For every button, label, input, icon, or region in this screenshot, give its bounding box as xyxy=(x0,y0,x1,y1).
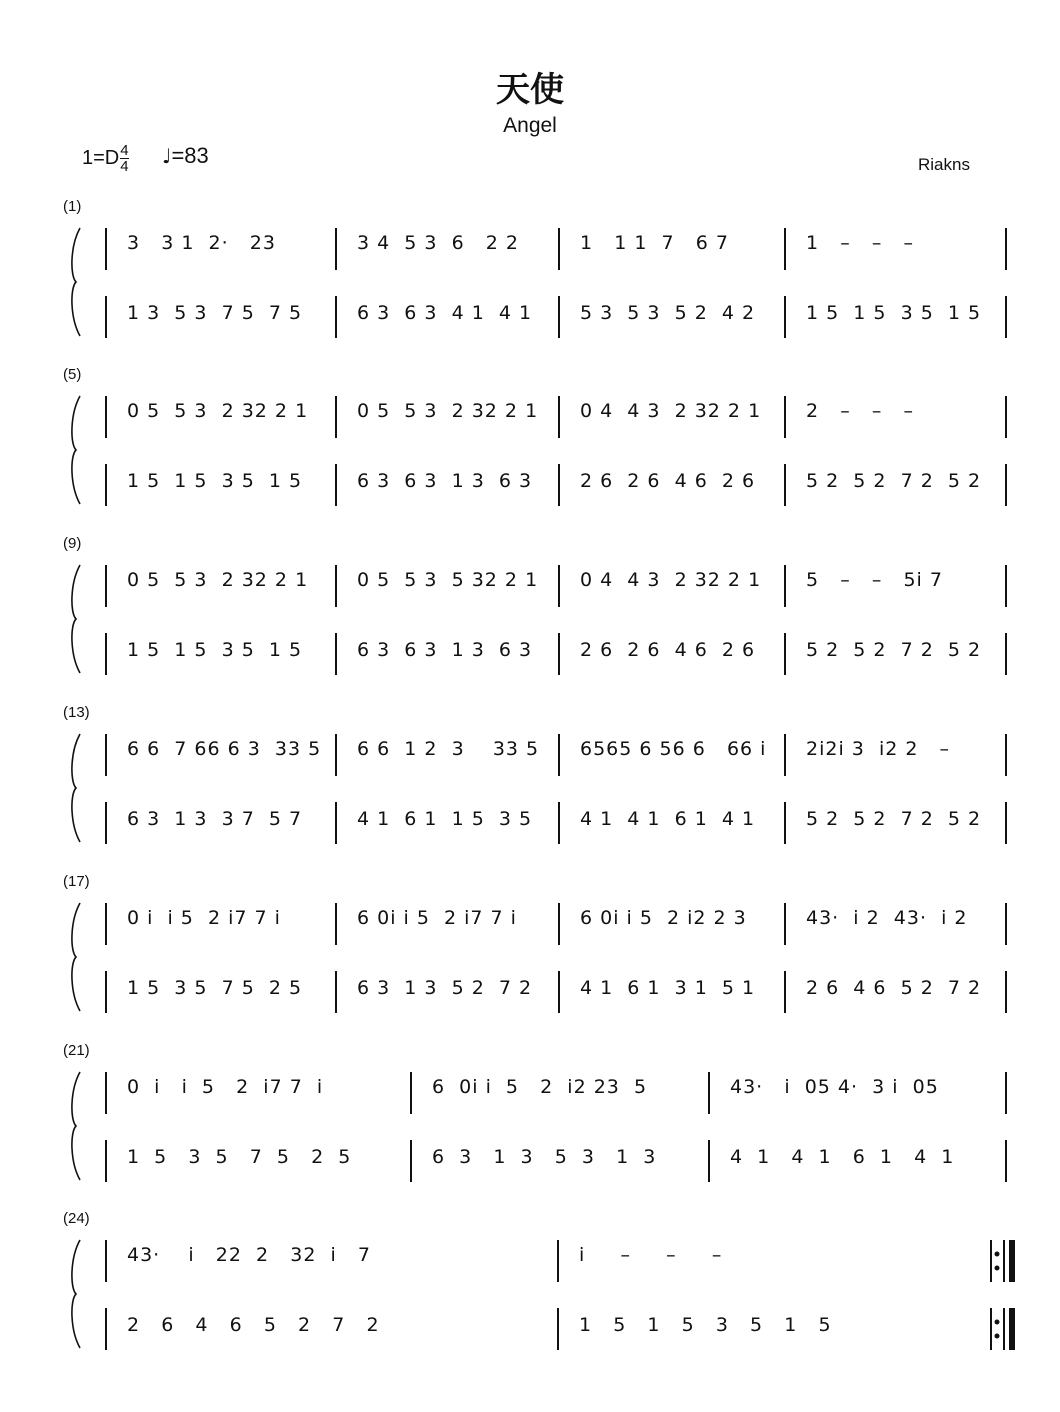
score-system xyxy=(0,873,1060,1043)
bass-measure: 1 5 3 5 7 5 2 5 xyxy=(127,977,303,999)
bass-measure: 1 5 3 5 7 5 2 5 xyxy=(127,1146,352,1168)
score-system xyxy=(0,198,1060,368)
barline xyxy=(335,565,337,607)
barline xyxy=(105,228,107,270)
time-signature xyxy=(120,143,128,174)
melody-measure: 2i2i 3 i2 2 – xyxy=(806,738,951,760)
barline xyxy=(1005,396,1007,438)
barline xyxy=(558,396,560,438)
composer: Riakns xyxy=(918,155,970,174)
measure-number: (21) xyxy=(63,1042,90,1059)
barline xyxy=(784,633,786,675)
barline xyxy=(558,565,560,607)
bass-measure: 6 3 1 3 5 3 1 3 xyxy=(432,1146,657,1168)
bass-measure: 2 6 4 6 5 2 7 2 xyxy=(127,1314,380,1336)
repeat-end-icon xyxy=(992,1306,1018,1352)
grand-staff-brace-icon xyxy=(68,901,84,1013)
barline xyxy=(558,633,560,675)
barline xyxy=(105,802,107,844)
bass-measure: 4 1 4 1 6 1 4 1 xyxy=(580,808,756,830)
melody-measure: 43· i 05 4· 3 i 05 xyxy=(730,1076,939,1098)
barline xyxy=(105,633,107,675)
barline xyxy=(410,1140,412,1182)
melody-measure: 0 5 5 3 2 32 2 1 xyxy=(127,569,309,591)
bass-measure: 5 2 5 2 7 2 5 2 xyxy=(806,470,982,492)
song-subtitle: Angel xyxy=(503,114,557,137)
melody-measure: i – – – xyxy=(579,1244,723,1266)
barline xyxy=(558,903,560,945)
melody-measure: 6 6 7 66 6 3 33 5 xyxy=(127,738,322,760)
melody-measure: 6 0i i 5 2 i2 23 5 xyxy=(432,1076,648,1098)
grand-staff-brace-icon xyxy=(68,563,84,675)
melody-measure: 0 4 4 3 2 32 2 1 xyxy=(580,400,762,422)
barline xyxy=(784,296,786,338)
grand-staff-brace-icon xyxy=(68,394,84,506)
barline xyxy=(557,1240,559,1282)
bass-measure: 6 3 6 3 1 3 6 3 xyxy=(357,470,533,492)
barline xyxy=(558,734,560,776)
time-bottom: 4 xyxy=(120,158,129,175)
barline xyxy=(1005,1140,1007,1182)
barline xyxy=(1005,903,1007,945)
barline xyxy=(105,396,107,438)
melody-measure: 43· i 2 43· i 2 xyxy=(806,907,968,929)
quarter-note-icon: ♩ xyxy=(162,144,172,168)
barline xyxy=(1005,802,1007,844)
barline xyxy=(784,734,786,776)
barline xyxy=(105,1308,107,1350)
barline xyxy=(335,734,337,776)
melody-measure: 0 5 5 3 2 32 2 1 xyxy=(357,400,539,422)
bass-measure: 1 5 1 5 3 5 1 5 xyxy=(127,639,303,661)
barline xyxy=(784,228,786,270)
song-title: 天使 xyxy=(496,70,564,110)
bass-measure: 5 2 5 2 7 2 5 2 xyxy=(806,639,982,661)
bass-measure: 5 3 5 3 5 2 4 2 xyxy=(580,302,756,324)
score-system xyxy=(0,704,1060,874)
bass-measure: 1 3 5 3 7 5 7 5 xyxy=(127,302,303,324)
barline xyxy=(335,633,337,675)
melody-measure: 43· i 22 2 32 i 7 xyxy=(127,1244,371,1266)
bass-measure: 6 3 1 3 3 7 5 7 xyxy=(127,808,303,830)
barline xyxy=(105,971,107,1013)
grand-staff-brace-icon xyxy=(68,1238,84,1350)
melody-measure: 0 i i 5 2 i7 7 i xyxy=(127,907,281,929)
time-top: 4 xyxy=(120,142,129,159)
score-system xyxy=(0,535,1060,705)
melody-measure: 0 i i 5 2 i7 7 i xyxy=(127,1076,324,1098)
measure-number: (17) xyxy=(63,873,90,890)
barline xyxy=(558,296,560,338)
barline xyxy=(1005,971,1007,1013)
barline xyxy=(558,802,560,844)
grand-staff-brace-icon xyxy=(68,732,84,844)
barline xyxy=(784,565,786,607)
barline xyxy=(558,228,560,270)
barline xyxy=(1005,633,1007,675)
melody-measure: 2 – – – xyxy=(806,400,914,422)
barline xyxy=(1005,1072,1007,1114)
barline xyxy=(335,464,337,506)
measure-number: (24) xyxy=(63,1210,90,1227)
melody-measure: 0 5 5 3 2 32 2 1 xyxy=(127,400,309,422)
barline xyxy=(784,464,786,506)
barline xyxy=(105,903,107,945)
barline xyxy=(335,903,337,945)
barline xyxy=(784,802,786,844)
measure-number: (5) xyxy=(63,366,82,383)
tempo-marking xyxy=(162,143,209,169)
barline xyxy=(105,565,107,607)
measure-number: (1) xyxy=(63,198,82,215)
tempo-value: =83 xyxy=(171,143,209,168)
bass-measure: 2 6 2 6 4 6 2 6 xyxy=(580,639,756,661)
barline xyxy=(335,396,337,438)
barline xyxy=(708,1072,710,1114)
barline xyxy=(784,396,786,438)
melody-measure: 3 3 1 2· 23 xyxy=(127,232,276,254)
bass-measure: 6 3 1 3 5 2 7 2 xyxy=(357,977,533,999)
bass-measure: 6 3 6 3 4 1 4 1 xyxy=(357,302,533,324)
repeat-end-icon xyxy=(992,1238,1018,1284)
barline xyxy=(410,1072,412,1114)
barline xyxy=(708,1140,710,1182)
barline xyxy=(105,734,107,776)
melody-measure: 1 1 1 7 6 7 xyxy=(580,232,729,254)
barline xyxy=(105,464,107,506)
melody-measure: 6565 6 56 6 66 i xyxy=(580,738,767,760)
barline xyxy=(105,1240,107,1282)
melody-measure: 6 0i i 5 2 i2 2 3 xyxy=(580,907,747,929)
barline xyxy=(1005,464,1007,506)
measure-number: (13) xyxy=(63,704,90,721)
bass-measure: 1 5 1 5 3 5 1 5 xyxy=(579,1314,832,1336)
barline xyxy=(335,802,337,844)
melody-measure: 1 – – – xyxy=(806,232,914,254)
barline xyxy=(1005,228,1007,270)
measure-number: (9) xyxy=(63,535,82,552)
bass-measure: 6 3 6 3 1 3 6 3 xyxy=(357,639,533,661)
barline xyxy=(105,1140,107,1182)
bass-measure: 5 2 5 2 7 2 5 2 xyxy=(806,808,982,830)
barline xyxy=(1005,565,1007,607)
barline xyxy=(558,464,560,506)
barline xyxy=(335,228,337,270)
melody-measure: 6 6 1 2 3 33 5 xyxy=(357,738,540,760)
melody-measure: 6 0i i 5 2 i7 7 i xyxy=(357,907,517,929)
key-signature xyxy=(82,143,129,174)
score-system xyxy=(0,1042,1060,1212)
bass-measure: 4 1 6 1 3 1 5 1 xyxy=(580,977,756,999)
barline xyxy=(335,296,337,338)
score-system xyxy=(0,1210,1060,1380)
bass-measure: 1 5 1 5 3 5 1 5 xyxy=(127,470,303,492)
bass-measure: 1 5 1 5 3 5 1 5 xyxy=(806,302,982,324)
bass-measure: 2 6 4 6 5 2 7 2 xyxy=(806,977,982,999)
bass-measure: 4 1 4 1 6 1 4 1 xyxy=(730,1146,955,1168)
barline xyxy=(557,1308,559,1350)
melody-measure: 0 4 4 3 2 32 2 1 xyxy=(580,569,762,591)
bass-measure: 4 1 6 1 1 5 3 5 xyxy=(357,808,533,830)
barline xyxy=(335,971,337,1013)
barline xyxy=(1005,296,1007,338)
bass-measure: 2 6 2 6 4 6 2 6 xyxy=(580,470,756,492)
melody-measure: 0 5 5 3 5 32 2 1 xyxy=(357,569,539,591)
barline xyxy=(558,971,560,1013)
grand-staff-brace-icon xyxy=(68,226,84,338)
score-system xyxy=(0,366,1060,536)
grand-staff-brace-icon xyxy=(68,1070,84,1182)
barline xyxy=(1005,734,1007,776)
barline xyxy=(105,1072,107,1114)
key-label: 1=D xyxy=(82,146,120,169)
melody-measure: 5 – – 5i 7 xyxy=(806,569,943,591)
melody-measure: 3 4 5 3 6 2 2 xyxy=(357,232,520,254)
barline xyxy=(784,903,786,945)
barline xyxy=(784,971,786,1013)
barline xyxy=(105,296,107,338)
